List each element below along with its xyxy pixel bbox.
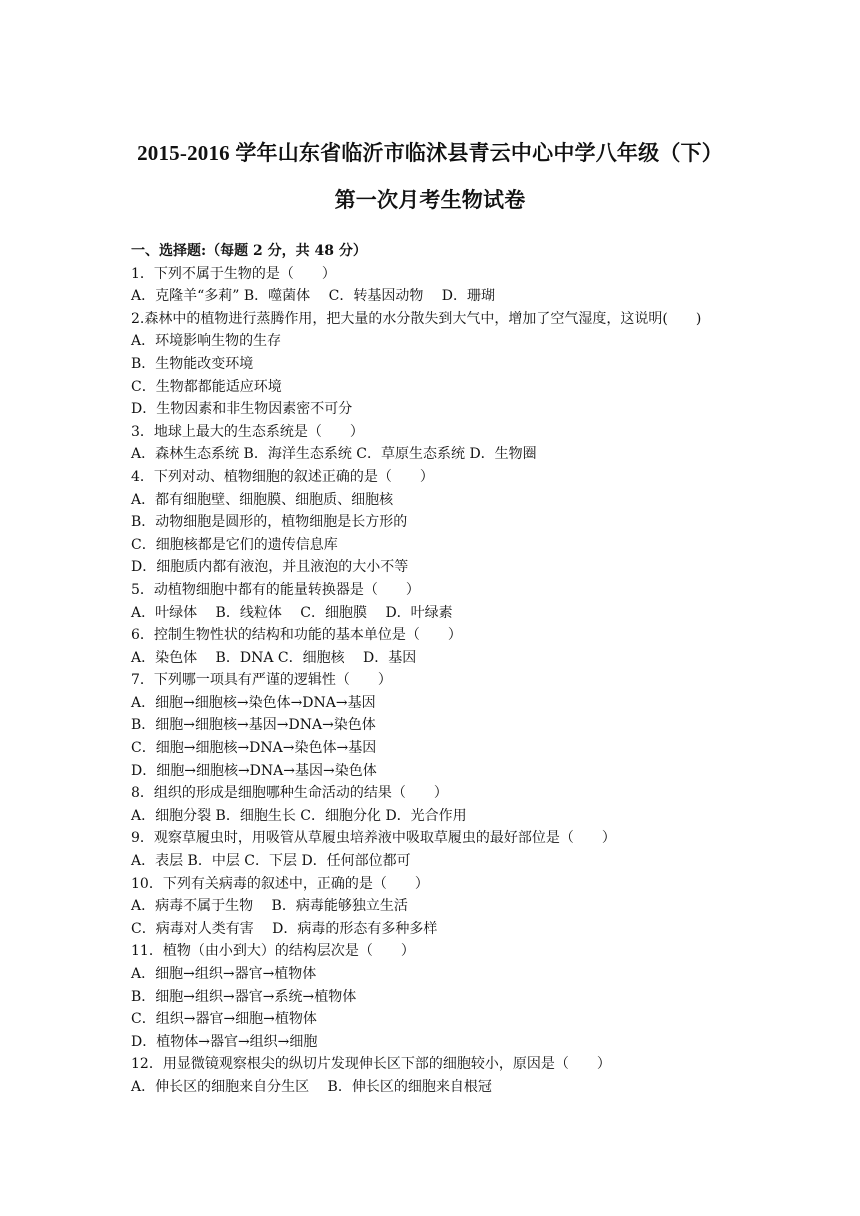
text-line: B．动物细胞是圆形的，植物细胞是长方形的 <box>131 514 408 531</box>
text-line: C．细胞核都是它们的遗传信息库 <box>131 536 338 553</box>
text-line: D．细胞质内都有液泡，并且液泡的大小不等 <box>131 559 409 576</box>
text-line: D．细胞→细胞核→DNA→基因→染色体 <box>131 762 377 779</box>
text-line: A．克隆羊“多莉” B．噬菌体 C．转基因动物 D．珊瑚 <box>131 288 495 305</box>
text-line: 9．观察草履虫时，用吸管从草履虫培养液中吸取草履虫的最好部位是（ ） <box>131 830 616 847</box>
section-heading: 一、选择题:（每题 2 分，共 48 分） <box>131 243 367 259</box>
text-line: A．叶绿体 B．线粒体 C．细胞膜 D．叶绿素 <box>131 604 453 621</box>
text-line: 2.森林中的植物进行蒸腾作用，把大量的水分散失到大气中，增加了空气湿度，这说明( ) <box>131 310 702 327</box>
text-line: 5．动植物细胞中都有的能量转换器是（ ） <box>131 581 420 598</box>
text-line: A．细胞→组织→器官→植物体 <box>131 966 317 982</box>
title-line-1: 2015-2016 学年山东省临沂市临沭县青云中心中学八年级（下） <box>137 141 723 165</box>
text-line: B．生物能改变环境 <box>131 355 254 372</box>
text-line: 8．组织的形成是细胞哪种生命活动的结果（ ） <box>131 785 448 802</box>
text-line: C．组织→器官→细胞→植物体 <box>131 1011 317 1028</box>
text-line: C．病毒对人类有害 D．病毒的形态有多种多样 <box>131 920 438 937</box>
title-line-2: 第一次月考生物试卷 <box>334 188 526 212</box>
text-line: B．细胞→组织→器官→系统→植物体 <box>131 988 357 1005</box>
text-line: A．表层 B．中层 C．下层 D．任何部位都可 <box>131 853 411 870</box>
text-line: A．细胞→细胞核→染色体→DNA→基因 <box>131 694 376 711</box>
text-line: 7．下列哪一项具有严谨的逻辑性（ ） <box>131 672 392 689</box>
text-line: C．生物都都能适应环境 <box>131 378 282 395</box>
text-line: A．病毒不属于生物 B．病毒能够独立生活 <box>131 898 408 915</box>
text-line: 1．下列不属于生物的是（ ） <box>131 265 336 282</box>
text-line: A．细胞分裂 B．细胞生长 C．细胞分化 D．光合作用 <box>131 807 467 824</box>
text-line: D．植物体→器官→组织→细胞 <box>131 1033 318 1050</box>
text-line: 3．地球上最大的生态系统是（ ） <box>131 423 364 440</box>
text-line: 10．下列有关病毒的叙述中，正确的是（ ） <box>131 875 429 892</box>
text-line: 11．植物（由小到大）的结构层次是（ ） <box>131 943 415 960</box>
text-line: C．细胞→细胞核→DNA→染色体→基因 <box>131 740 377 757</box>
text-line: D．生物因素和非生物因素密不可分 <box>131 401 353 418</box>
text-line: 4．下列对动、植物细胞的叙述正确的是（ ） <box>131 468 434 485</box>
text-line: A．环境影响生物的生存 <box>131 333 282 350</box>
text-line: 12．用显微镜观察根尖的纵切片发现伸长区下部的细胞较小，原因是（ ） <box>131 1056 611 1073</box>
text-line: A．伸长区的细胞来自分生区 B．伸长区的细胞来自根冠 <box>131 1078 492 1095</box>
text-line: B．细胞→细胞核→基因→DNA→染色体 <box>131 717 376 734</box>
text-line: A．染色体 B．DNA C．细胞核 D．基因 <box>131 649 417 666</box>
text-line: A．都有细胞壁、细胞膜、细胞质、细胞核 <box>131 491 394 508</box>
text-line: 6．控制生物性状的结构和功能的基本单位是（ ） <box>131 627 462 644</box>
question-body <box>131 240 751 1099</box>
text-line: A．森林生态系统 B．海洋生态系统 C．草原生态系统 D．生物圈 <box>131 446 537 463</box>
